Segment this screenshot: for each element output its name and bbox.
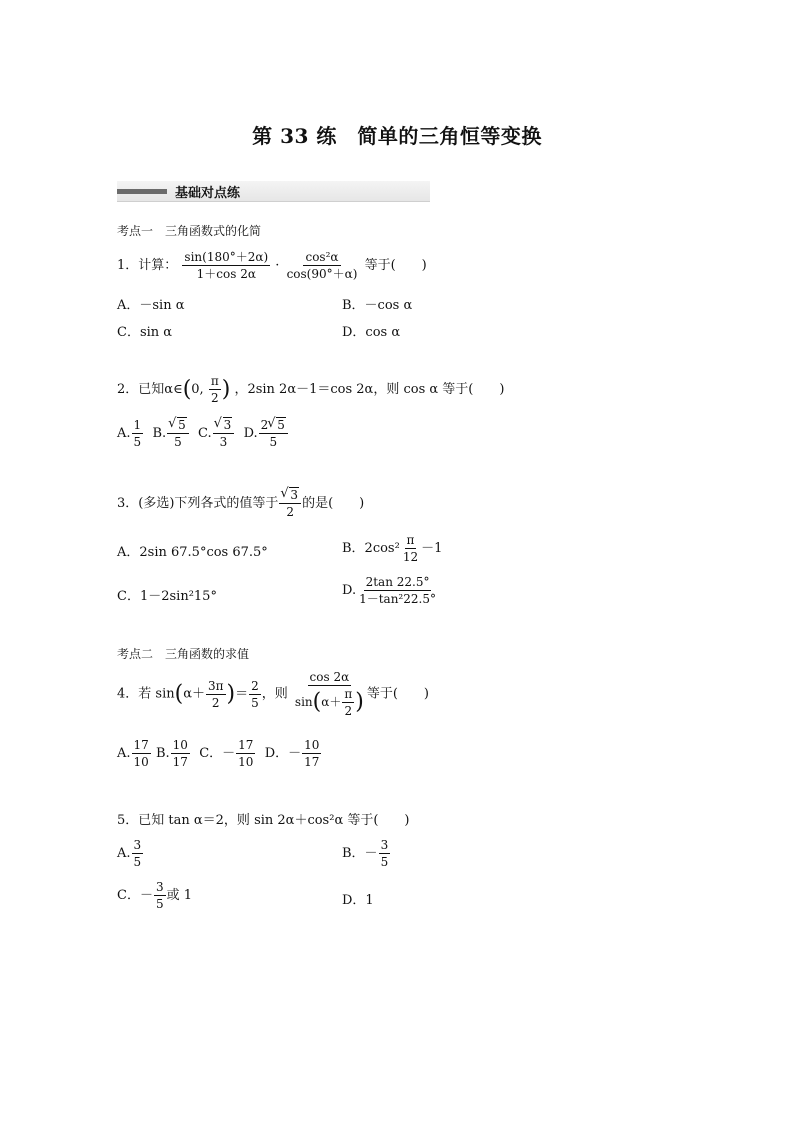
q3-option-d (342, 575, 439, 606)
q3-option-b-suffix: －1 (421, 541, 443, 556)
q2-paren-close: ) (221, 377, 231, 402)
question-4 (117, 670, 429, 718)
q3-option-a: A．2sin 67.5°cos 67.5° (117, 545, 268, 560)
q5-option-a-value: $\frac{3}{5}$ (133, 838, 142, 869)
q3-suffix: 的是( ) (302, 496, 365, 511)
section-heading-1: 考点一 三角函数式的化简 (117, 224, 262, 238)
q3-option-c: C．1－2sin²15° (117, 589, 217, 604)
q4-inner: α＋ (183, 686, 205, 702)
q4-suffix: 等于( ) (366, 686, 429, 702)
question-5: 5．已知 tan α＝2，则 sin 2α＋cos²α 等于( ) (117, 813, 410, 828)
q2-pi-over-2: $\frac{\pi}{2}$ (210, 374, 219, 405)
q2-option-d-value: $\frac{2√ 5}{5}$ (259, 418, 288, 449)
q2-option-b-value: √ $\frac{5}{5}$ (167, 418, 189, 449)
q5-option-b-value: $\frac{3}{5}$ (380, 838, 389, 869)
question-2 (117, 374, 504, 405)
q5-option-c (117, 880, 192, 911)
q2-option-c-value: √ $\frac{3}{3}$ (213, 418, 235, 449)
q5-option-b (342, 838, 391, 869)
q5-option-c-suffix: 或 1 (166, 888, 192, 903)
section-banner (117, 181, 430, 202)
q5-option-b-label: B．－ (342, 846, 378, 861)
q5-option-c-label: C．－ (117, 888, 153, 903)
q2-options (117, 418, 289, 449)
question-3 (117, 488, 364, 519)
q4-option-b-value: $\frac{10}{17}$ (172, 738, 188, 769)
q2-paren-open: ( (182, 377, 192, 402)
q4-option-d-label: D．－ (264, 746, 302, 761)
q4-equals: ＝ (235, 686, 249, 702)
q2-option-d-label: D. (243, 426, 258, 441)
q4-prefix: 4．若 sin (117, 686, 175, 702)
page-title: 第 33 练 简单的三角恒等变换 (252, 124, 542, 148)
q3-option-b (342, 533, 442, 564)
q3-option-b-prefix: B．2cos² (342, 541, 400, 556)
q4-paren-close: ) (226, 681, 236, 707)
q5-option-d: D．1 (342, 893, 374, 908)
q4-option-c-label: C．－ (199, 746, 236, 761)
q1-option-c: C．sin α (117, 325, 173, 340)
q4-inner-fraction: $\frac{3\pi}{2}$ (207, 678, 224, 710)
q2-option-a-label: A. (117, 426, 131, 441)
q4-option-a-label: A. (117, 746, 131, 761)
q4-option-d-value: $\frac{10}{17}$ (304, 738, 320, 769)
q4-option-b-label: B. (155, 746, 170, 761)
section-heading-2: 考点二 三角函数的求值 (117, 647, 250, 661)
q1-fraction-1: $\frac{\sin(180^\circ+2\alpha)}{1+\cos 2\alpha}$ (184, 250, 269, 281)
q1-prefix: 1．计算： (117, 258, 178, 273)
q4-big-fraction: cos 2α sin(α＋ $\frac{\pi}{2}$ ) (294, 670, 364, 718)
q1-option-d: D．cos α (342, 325, 401, 340)
q4-option-a-value: $\frac{17}{10}$ (133, 738, 149, 769)
q2-option-a-value: $\frac{1}{5}$ (133, 418, 142, 449)
q1-fraction-2: $\frac{\text{cos²α}}{\cos(90^\circ+\alpha)}$ (286, 250, 358, 281)
q4-option-c-value: $\frac{17}{10}$ (238, 738, 254, 769)
q1-dot: · (275, 258, 280, 273)
q1-option-b: B．－cos α (342, 298, 413, 313)
q2-interval-left: 0, (191, 382, 204, 397)
q3-option-d-label: D. (342, 583, 357, 598)
banner-label: 基础对点练 (175, 186, 241, 201)
q2-prefix: 2．已知α∈ (117, 382, 183, 397)
q5-option-a-label: A. (117, 846, 131, 861)
banner-stripe (117, 189, 167, 194)
question-1 (117, 250, 427, 281)
q4-then: ，则 (261, 686, 288, 702)
q4-options (117, 738, 322, 769)
q3-option-b-fraction: $\frac{\pi}{12}$ (402, 533, 419, 564)
q4-paren-open: ( (174, 681, 184, 707)
q4-value-fraction: $\frac{2}{5}$ (251, 678, 259, 710)
q2-option-b-label: B. (152, 426, 167, 441)
q2-option-c-label: C. (198, 426, 212, 441)
q3-fraction: √ $\frac{3}{2}$ (279, 488, 301, 519)
q1-option-a: A．－sin α (117, 298, 185, 313)
q5-option-a (117, 838, 144, 869)
q5-option-c-value: $\frac{3}{5}$ (155, 880, 164, 911)
q3-option-d-fraction: $\frac{2\tan 22.5^\circ}{\text{1－tan²22.5°}}$ (359, 575, 436, 606)
q2-suffix: ，2sin 2α－1＝cos 2α，则 cos α 等于( ) (234, 382, 505, 397)
q3-prefix: 3．(多选)下列各式的值等于 (117, 496, 279, 511)
q1-suffix: 等于( ) (364, 258, 427, 273)
